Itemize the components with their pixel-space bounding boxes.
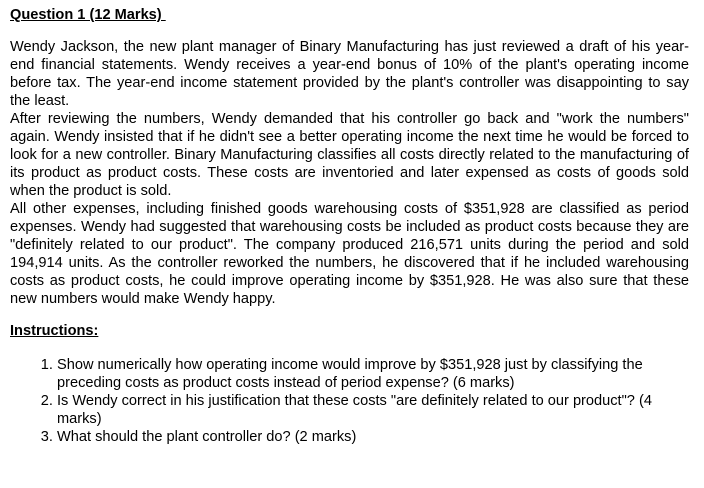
question-heading: Question 1 (12 Marks)	[10, 7, 166, 23]
paragraph-expenses: All other expenses, including finished goods warehousing costs of $351,928 are classified as period expenses. Wendy had suggested that warehousing costs be included as product costs because they are "definitely related to our product". The company produced 216,571 units during the period and sold 194,914 units. As the controller reworked the numbers, he discovered that if he included warehousing costs as product costs, he could improve operating income by $351,928. He was also sure that these new numbers would make Wendy happy.	[10, 201, 689, 307]
instruction-item-1: 1. Show numerically how operating income would improve by $351,928 just by classifying the preceding costs as product costs instead of period expense? (6 marks)	[57, 356, 689, 392]
document-page	[10, 6, 689, 446]
instruction-item-2: 2. Is Wendy correct in his justification that these costs "are definitely related to our product"? (4 marks)	[57, 392, 689, 428]
paragraph-intro: Wendy Jackson, the new plant manager of Binary Manufacturing has just reviewed a draft of his year-end financial statements. Wendy receives a year-end bonus of 10% of the plant's operating income before tax. The year-end income statement provided by the plant's controller was disappointing to say the least.	[10, 39, 689, 109]
paragraph-review: After reviewing the numbers, Wendy demanded that his controller go back and "work the numbers" again. Wendy insisted that if he didn't see a better operating income the next time he would be forced to look for a new controller. Binary Manufacturing classifies all costs directly related to the manufacturing of its product as product costs. These costs are inventoried and later expensed as costs of goods sold when the product is sold.	[10, 111, 689, 199]
instruction-item-3: 3. What should the plant controller do? (2 marks)	[57, 428, 689, 446]
instructions-heading: Instructions:	[10, 323, 99, 339]
instructions-list	[10, 356, 689, 446]
